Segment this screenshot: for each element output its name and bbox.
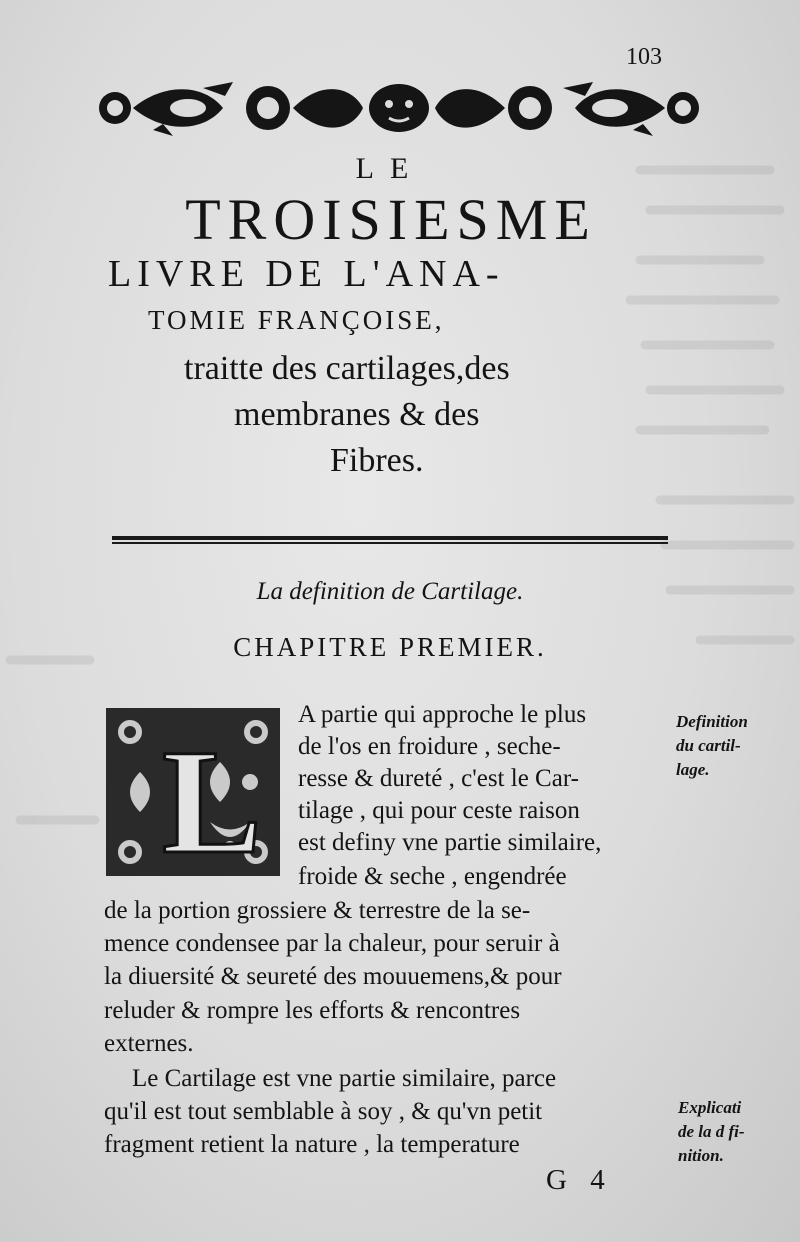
title-line-6: membranes & des [234, 396, 480, 433]
chapter-title: CHAPITRE PREMIER. [233, 632, 547, 662]
signature-mark: G 4 [546, 1164, 613, 1196]
body-line: de l'os en froidure , seche- [298, 733, 561, 760]
page-number: 103 [626, 44, 662, 70]
divider-thick [112, 536, 668, 540]
drop-cap-letter: L [162, 719, 263, 882]
title-line-7: Fibres. [330, 442, 424, 479]
floral-ornament-banner-icon [93, 78, 705, 144]
body-line: froide & seche , engendrée [298, 863, 567, 890]
body-line: A partie qui approche le plus [298, 701, 587, 728]
section-title: La definition de Cartilage. [256, 578, 524, 605]
margin-note-line: nition. [678, 1146, 724, 1165]
margin-note-line: Explicati [678, 1098, 742, 1117]
body-line: Le Cartilage est vne partie similaire, parce [132, 1065, 557, 1092]
body-line: mence condensee par la chaleur, pour seruir à [104, 930, 560, 957]
body-line: reluder & rompre les efforts & rencontres [104, 997, 521, 1024]
margin-note-line: lage. [676, 760, 710, 779]
body-line: qu'il est tout semblable à soy , & qu'vn petit [104, 1098, 543, 1125]
body-line: de la portion grossiere & terrestre de la se- [104, 897, 531, 924]
ornate-initial-letter-icon [100, 702, 286, 882]
margin-note-line: de la d fi- [678, 1122, 745, 1141]
title-line-3: LIVRE DE L'ANA- [108, 253, 505, 295]
divider-thin [112, 542, 668, 544]
body-line: resse & dureté , c'est le Car- [298, 765, 579, 792]
title-line-5: traitte des cartilages,des [184, 350, 510, 387]
body-line: externes. [104, 1030, 194, 1057]
margin-note-explication [678, 1096, 745, 1168]
title-line-4: TOMIE FRANÇOISE, [148, 305, 445, 335]
margin-note-line: du cartil- [676, 736, 741, 755]
margin-note-line: Definition [676, 712, 748, 731]
body-line: la diuersité & seureté des mouuemens,& pour [104, 963, 562, 990]
title-line-1: LE [355, 152, 425, 185]
margin-note-definition [676, 710, 748, 782]
body-line: est definy vne partie similaire, [298, 829, 602, 856]
body-line: fragment retient la nature , la temperature [104, 1131, 520, 1158]
body-line: tilage , qui pour ceste raison [298, 797, 580, 824]
title-line-2: TROISIESME [185, 187, 597, 252]
